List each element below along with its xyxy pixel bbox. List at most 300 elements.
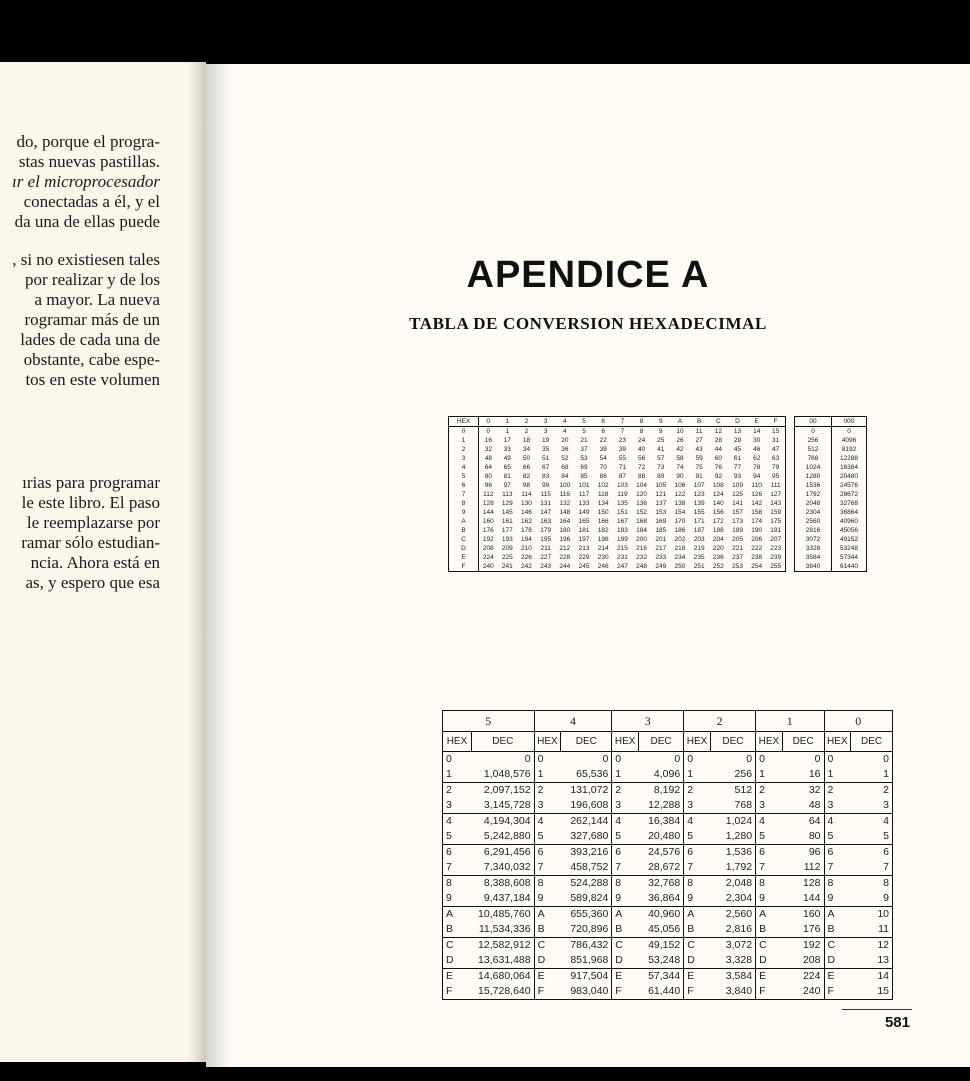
hex-digit-cell: 6 — [612, 845, 639, 861]
table-cell: 184 — [636, 527, 648, 534]
header-cell: 7 — [613, 417, 632, 427]
hex-digit-cell: 8 — [612, 876, 639, 892]
table-cell: 251 — [690, 562, 709, 572]
table-cell: 512 — [795, 445, 832, 454]
left-page-text-line: rogramar más de un — [24, 310, 160, 329]
hex-column-header: HEX — [756, 732, 783, 752]
table-cell: 36864 — [832, 508, 867, 517]
table-row — [449, 427, 867, 437]
table-cell: 107 — [693, 482, 705, 489]
table-cell: 209 — [501, 545, 513, 552]
left-page-text-line: as, y espero que esa — [25, 573, 160, 592]
table-cell: 146 — [521, 509, 532, 516]
dec-value-cell: 3,840 — [710, 984, 755, 1000]
table-cell: 248 — [632, 562, 651, 572]
table-cell: 241 — [498, 562, 517, 572]
dec-value-cell: 0 — [782, 752, 824, 768]
column-header-row — [443, 732, 893, 752]
dec-value-cell: 14,680,064 — [471, 969, 534, 985]
table-row — [443, 922, 893, 938]
table-cell: 79 — [766, 463, 785, 472]
table-cell: 204 — [712, 536, 724, 543]
table-cell: 52 — [561, 455, 569, 462]
row-header-cell: C — [449, 535, 479, 544]
dec-value-cell: 393,216 — [561, 845, 612, 861]
dec-value-cell: 8,192 — [638, 783, 683, 799]
table-row — [443, 891, 893, 907]
dec-value-cell: 851,968 — [561, 953, 612, 969]
table-cell: 138 — [674, 500, 686, 507]
dec-value-cell: 327,680 — [561, 829, 612, 845]
dec-value-cell: 1,536 — [710, 845, 755, 861]
row-header-cell: A — [449, 517, 479, 526]
table-cell: 154 — [674, 509, 686, 516]
table-cell: 20480 — [832, 472, 867, 481]
table-cell: 155 — [693, 509, 705, 516]
table-cell: 152 — [636, 509, 648, 516]
table-cell: 188 — [712, 527, 724, 534]
table-cell: 28672 — [832, 490, 867, 499]
table-cell: 115 — [540, 491, 551, 498]
table-cell: 48 — [484, 455, 492, 462]
hex-digit-cell: D — [443, 953, 472, 969]
hex-digit-cell: 3 — [756, 798, 783, 814]
table-cell: 74 — [676, 464, 684, 471]
header-cell: HEX — [449, 417, 479, 427]
table-cell: 85 — [580, 473, 588, 480]
table-cell: 100 — [559, 482, 571, 489]
dec-value-cell: 0 — [561, 752, 612, 768]
table-cell: 33 — [503, 446, 511, 453]
table-cell: 229 — [578, 554, 590, 561]
table-cell: 25 — [657, 437, 665, 444]
table-cell: 12 — [714, 428, 722, 435]
table-cell: 253 — [728, 562, 747, 572]
table-cell: 3072 — [795, 535, 832, 544]
table-row — [449, 526, 867, 535]
hex-digit-cell: 7 — [443, 860, 472, 876]
hex-digit-cell: 6 — [684, 845, 711, 861]
table-cell: 131 — [540, 500, 552, 507]
left-page-text-line: ırias para programar — [22, 473, 160, 492]
dec-value-cell: 160 — [782, 907, 824, 923]
hex-byte-conversion-table — [448, 416, 859, 572]
table-cell: 47 — [766, 445, 785, 454]
table-cell: 41 — [657, 446, 665, 453]
table-cell: 106 — [674, 482, 686, 489]
table-cell: 190 — [751, 527, 763, 534]
dec-value-cell: 3,328 — [710, 953, 755, 969]
table-cell: 200 — [636, 536, 648, 543]
table-cell: 247 — [613, 562, 632, 572]
dec-value-cell: 131,072 — [561, 783, 612, 799]
table-cell: 165 — [578, 518, 590, 525]
left-page-text-line: por realizar y de los — [25, 270, 160, 289]
table-cell: 113 — [502, 491, 513, 498]
hex-column-header: HEX — [534, 732, 561, 752]
table-cell: 67 — [542, 464, 550, 471]
left-page-text-line: da una de ellas puede — [14, 212, 160, 231]
dec-value-cell: 512 — [710, 783, 755, 799]
table-cell: 179 — [540, 527, 552, 534]
table-cell: 83 — [542, 473, 550, 480]
dec-value-cell: 16,384 — [638, 814, 683, 830]
table-cell: 1792 — [795, 490, 832, 499]
table-cell: 178 — [521, 527, 532, 534]
dec-value-cell: 15 — [851, 984, 893, 1000]
hex-digit-cell: 1 — [534, 767, 561, 783]
hex-digit-cell: 7 — [824, 860, 851, 876]
table-cell: 55 — [618, 455, 627, 462]
dec-value-cell: 11 — [851, 922, 893, 938]
table-cell: 157 — [732, 509, 743, 516]
row-header-cell: 9 — [449, 508, 479, 517]
table-cell: 158 — [751, 509, 763, 516]
dec-value-cell: 5 — [851, 829, 893, 845]
table-cell: 49152 — [832, 535, 867, 544]
dec-value-cell: 61,440 — [638, 984, 683, 1000]
table-cell: 35 — [542, 446, 550, 453]
table-cell: 159 — [766, 508, 785, 517]
dec-value-cell: 458,752 — [561, 860, 612, 876]
dec-value-cell: 2,560 — [710, 907, 755, 923]
spacer-cell — [786, 445, 795, 454]
table-cell: 220 — [712, 545, 724, 552]
table-cell: 0 — [486, 428, 491, 435]
page-gutter-shadow — [206, 64, 230, 1067]
dec-value-cell: 24,576 — [638, 845, 683, 861]
row-header-cell: F — [449, 562, 479, 572]
table-cell: 10 — [676, 428, 684, 435]
table-cell: 123 — [693, 491, 705, 498]
table-cell: 250 — [670, 562, 689, 572]
table-cell: 81 — [503, 473, 511, 480]
table-cell: 222 — [751, 545, 763, 552]
header-cell: C — [709, 417, 728, 427]
table-cell: 173 — [732, 518, 743, 525]
table-cell: 211 — [540, 545, 551, 552]
table-cell: 8192 — [832, 445, 867, 454]
table-cell: 137 — [655, 500, 667, 507]
table-cell: 237 — [732, 554, 743, 561]
table-cell: 104 — [636, 482, 648, 489]
dec-value-cell: 768 — [710, 798, 755, 814]
hex-digit-cell: 7 — [756, 860, 783, 876]
hex-digit-cell: A — [684, 907, 711, 923]
table-cell: 183 — [616, 527, 628, 534]
header-cell: B — [690, 417, 709, 427]
hex-digit-cell: E — [684, 969, 711, 985]
header-cell: A — [670, 417, 689, 427]
table-cell: 139 — [693, 500, 705, 507]
hex-digit-cell: B — [443, 922, 472, 938]
table-cell: 1280 — [795, 472, 832, 481]
dec-value-cell: 8 — [851, 876, 893, 892]
table-cell: 187 — [693, 527, 705, 534]
table-cell: 192 — [482, 536, 494, 543]
dec-value-cell: 12,288 — [638, 798, 683, 814]
table-cell: 166 — [597, 518, 609, 525]
hex-digit-cell: B — [824, 922, 851, 938]
table-cell: 32 — [484, 446, 492, 453]
hex-digit-cell: F — [684, 984, 711, 1000]
hex-digit-cell: F — [756, 984, 783, 1000]
table-cell: 45056 — [832, 526, 867, 535]
dec-value-cell: 12 — [851, 938, 893, 954]
table-cell: 76 — [714, 464, 722, 471]
table-cell: 120 — [636, 491, 648, 498]
right-page — [206, 64, 970, 1067]
left-page — [0, 62, 206, 1062]
table-cell: 21 — [580, 437, 588, 444]
header-cell: D — [728, 417, 747, 427]
table-cell: 223 — [766, 544, 785, 553]
hex-digit-cell: 9 — [443, 891, 472, 907]
hex-digit-cell: F — [612, 984, 639, 1000]
table-cell: 196 — [559, 536, 571, 543]
table-cell: 189 — [732, 527, 743, 534]
page-title: APENDICE A — [466, 254, 710, 296]
table-cell: 75 — [695, 464, 703, 471]
spacer-cell — [786, 481, 795, 490]
table-cell: 71 — [618, 464, 627, 471]
hex-digit-cell: C — [684, 938, 711, 954]
table-cell: 12288 — [832, 454, 867, 463]
table-cell: 1024 — [795, 463, 832, 472]
table-cell: 226 — [521, 554, 532, 561]
table-cell: 160 — [482, 518, 494, 525]
table-cell: 27 — [695, 437, 703, 444]
dec-value-cell: 192 — [782, 938, 824, 954]
dec-value-cell: 16 — [782, 767, 824, 783]
dec-value-cell: 13,631,488 — [471, 953, 534, 969]
row-header-cell: 0 — [449, 427, 479, 437]
spacer-cell — [786, 526, 795, 535]
dec-column-header: DEC — [710, 732, 755, 752]
table-cell: 84 — [561, 473, 569, 480]
dec-value-cell: 6 — [851, 845, 893, 861]
table-cell: 31 — [766, 436, 785, 445]
table-row — [449, 454, 867, 463]
left-page-text-line: ramar sólo estudian- — [21, 533, 160, 552]
page-number-rule — [842, 1009, 912, 1010]
hex-digit-cell: D — [756, 953, 783, 969]
table-cell: 62 — [753, 455, 761, 462]
table-cell: 102 — [597, 482, 609, 489]
table-cell: 53 — [580, 455, 588, 462]
table-cell: 96 — [484, 482, 492, 489]
row-header-cell: 7 — [449, 490, 479, 499]
table-cell: 191 — [766, 526, 785, 535]
spacer-cell — [786, 417, 795, 427]
hex-column-header: HEX — [684, 732, 711, 752]
hex-digit-cell: 9 — [756, 891, 783, 907]
table-cell: 169 — [655, 518, 667, 525]
hex-digit-cell: 2 — [612, 783, 639, 799]
table-cell: 22 — [599, 437, 607, 444]
table-cell: 182 — [597, 527, 609, 534]
table-cell: 4096 — [832, 436, 867, 445]
table-cell: 30 — [753, 437, 761, 444]
table-cell: 0 — [832, 427, 867, 437]
left-page-text-line: stas nuevas pastillas. — [18, 152, 160, 171]
dec-value-cell: 3,584 — [710, 969, 755, 985]
dec-value-cell: 720,896 — [561, 922, 612, 938]
table-row — [449, 481, 867, 490]
table-cell: 99 — [542, 482, 550, 489]
dec-value-cell: 64 — [782, 814, 824, 830]
table-cell: 194 — [521, 536, 532, 543]
dec-value-cell: 208 — [782, 953, 824, 969]
table-cell: 42 — [676, 446, 684, 453]
dec-value-cell: 13 — [851, 953, 893, 969]
table-cell: 217 — [655, 545, 667, 552]
hex-column-header: HEX — [612, 732, 639, 752]
table-cell: 213 — [578, 545, 590, 552]
table-cell: 105 — [655, 482, 667, 489]
hex-digit-cell: 7 — [534, 860, 561, 876]
table-cell: 64 — [484, 464, 492, 471]
dec-value-cell: 1,024 — [710, 814, 755, 830]
table-cell: 20 — [561, 437, 569, 444]
table-header-row — [449, 417, 867, 427]
table-cell: 51 — [542, 455, 550, 462]
table-row — [443, 845, 893, 861]
row-header-cell: 1 — [449, 436, 479, 445]
hex-digit-cell: 4 — [534, 814, 561, 830]
table-cell: 50 — [522, 455, 531, 462]
dec-value-cell: 53,248 — [638, 953, 683, 969]
table-cell: 148 — [559, 509, 571, 516]
table-cell: 170 — [674, 518, 686, 525]
table-row — [449, 436, 867, 445]
table-cell: 63 — [766, 454, 785, 463]
row-header-cell: D — [449, 544, 479, 553]
header-cell: 0 — [479, 417, 498, 427]
spacer-cell — [786, 544, 795, 553]
spacer-cell — [786, 562, 795, 572]
table-row — [449, 499, 867, 508]
table-cell: 126 — [751, 491, 763, 498]
table-cell: 77 — [733, 464, 742, 471]
dec-value-cell: 45,056 — [638, 922, 683, 938]
hex-digit-cell: 9 — [684, 891, 711, 907]
table-cell: 238 — [751, 554, 763, 561]
dec-value-cell: 28,672 — [638, 860, 683, 876]
dec-value-cell: 262,144 — [561, 814, 612, 830]
table-cell: 90 — [676, 473, 684, 480]
dec-value-cell: 40,960 — [638, 907, 683, 923]
table-cell: 246 — [594, 562, 613, 572]
left-page-text-line: le reemplazarse por — [26, 513, 160, 532]
table-cell: 119 — [617, 491, 628, 498]
dec-value-cell: 240 — [782, 984, 824, 1000]
table-cell: 227 — [540, 554, 552, 561]
left-page-text-line: conectadas a él, y el — [23, 192, 160, 211]
hex-digit-cell: 1 — [443, 767, 472, 783]
dec-value-cell: 786,432 — [561, 938, 612, 954]
table-cell: 3 — [543, 428, 548, 435]
table-cell: 185 — [655, 527, 667, 534]
table-cell: 36 — [561, 446, 569, 453]
hex-byte-table-grid — [448, 416, 867, 572]
table-cell: 221 — [732, 545, 743, 552]
position-header: 0 — [824, 711, 893, 732]
header-cell: 6 — [594, 417, 613, 427]
hex-digit-cell: 3 — [534, 798, 561, 814]
table-cell: 3840 — [795, 562, 832, 572]
dec-value-cell: 65,536 — [561, 767, 612, 783]
table-cell: 61440 — [832, 562, 867, 572]
hex-digit-cell: 1 — [756, 767, 783, 783]
hex-digit-cell: 2 — [684, 783, 711, 799]
dec-value-cell: 2,304 — [710, 891, 755, 907]
hex-digit-cell: 0 — [824, 752, 851, 768]
table-cell: 39 — [618, 446, 627, 453]
hex-digit-cell: 4 — [612, 814, 639, 830]
row-header-cell: 5 — [449, 472, 479, 481]
hex-digit-cell: E — [756, 969, 783, 985]
hex-digit-cell: 1 — [824, 767, 851, 783]
table-cell: 34 — [522, 446, 531, 453]
table-cell: 244 — [555, 562, 574, 572]
table-cell: 121 — [655, 491, 667, 498]
spacer-cell — [786, 454, 795, 463]
table-cell: 132 — [559, 500, 571, 507]
dec-value-cell: 256 — [710, 767, 755, 783]
table-row — [449, 544, 867, 553]
table-cell: 215 — [616, 545, 628, 552]
row-header-cell: 2 — [449, 445, 479, 454]
dec-value-cell: 2 — [851, 783, 893, 799]
hex-column-header: HEX — [443, 732, 472, 752]
table-cell: 112 — [483, 491, 494, 498]
table-cell: 38 — [599, 446, 607, 453]
table-cell: 125 — [732, 491, 743, 498]
hex-digit-cell: 1 — [612, 767, 639, 783]
dec-value-cell: 176 — [782, 922, 824, 938]
dec-value-cell: 12,582,912 — [471, 938, 534, 954]
table-cell: 108 — [712, 482, 724, 489]
table-cell: 206 — [751, 536, 763, 543]
dec-value-cell: 1,792 — [710, 860, 755, 876]
position-header: 3 — [612, 711, 684, 732]
table-cell: 16384 — [832, 463, 867, 472]
table-cell: 7 — [620, 428, 625, 435]
left-page-text-line: ncia. Ahora está en — [30, 553, 160, 572]
dec-value-cell: 224 — [782, 969, 824, 985]
position-header: 5 — [443, 711, 535, 732]
hex-digit-cell: C — [756, 938, 783, 954]
hex-digit-cell: C — [534, 938, 561, 954]
row-header-cell: 8 — [449, 499, 479, 508]
table-cell: 92 — [714, 473, 722, 480]
hex-digit-cell: 5 — [824, 829, 851, 845]
dec-value-cell: 112 — [782, 860, 824, 876]
header-cell: 2 — [517, 417, 536, 427]
table-cell: 117 — [578, 491, 590, 498]
hex-digit-cell: A — [824, 907, 851, 923]
hex-digit-cell: E — [443, 969, 472, 985]
table-row — [443, 860, 893, 876]
table-cell: 208 — [482, 545, 494, 552]
hex-digit-cell: D — [684, 953, 711, 969]
header-cell: 1 — [498, 417, 517, 427]
dec-value-cell: 0 — [851, 752, 893, 768]
table-cell: 172 — [712, 518, 724, 525]
table-cell: 4 — [563, 428, 567, 435]
table-cell: 256 — [795, 436, 832, 445]
